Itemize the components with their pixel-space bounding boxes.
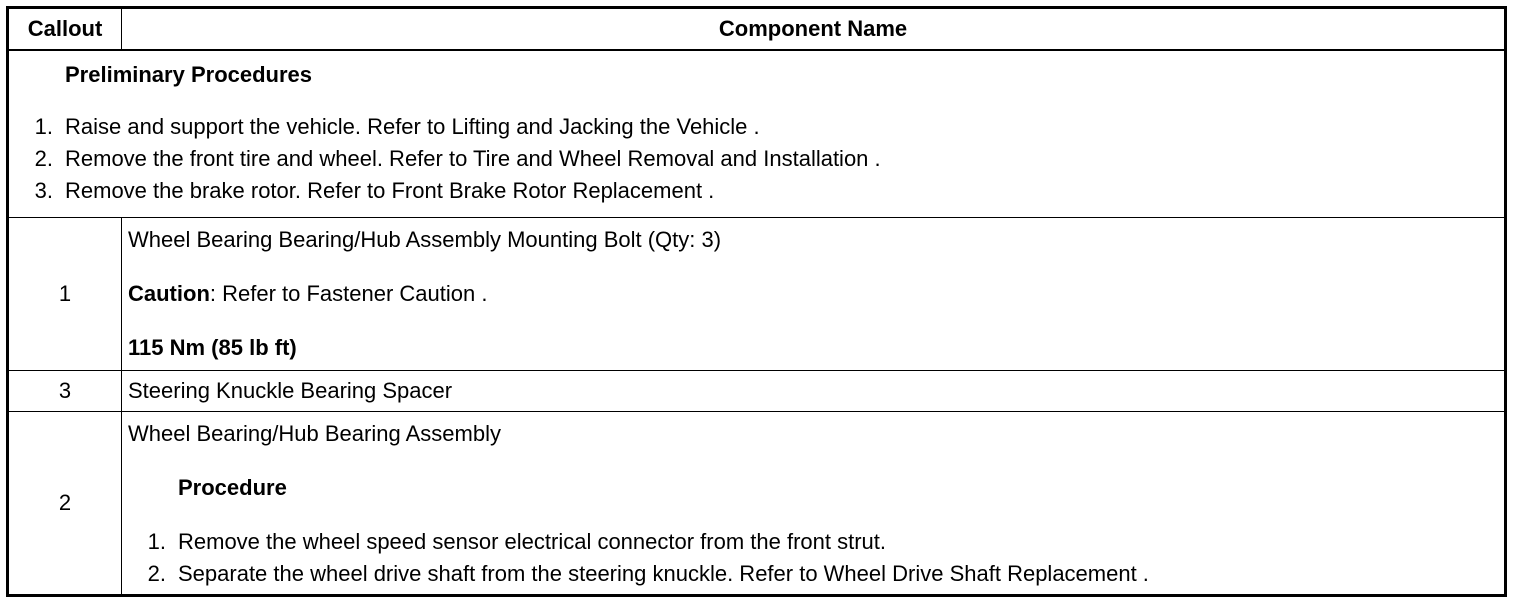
list-item [9,111,1504,143]
procedure-steps-list [128,526,1498,590]
step-text: Raise and support the vehicle. Refer to Lifting and Jacking the Vehicle . [65,114,760,139]
list-item [9,143,1504,175]
procedure-heading: Procedure [178,475,287,500]
step-text: Remove the brake rotor. Refer to Front Brake Rotor Replacement . [65,178,715,203]
step-text: Remove the front tire and wheel. Refer to Tire and Wheel Removal and Installation . [65,146,881,171]
list-item [9,175,1504,207]
step-text: Remove the wheel speed sensor electrical connector from the front strut. [178,529,887,554]
component-cell [122,412,1506,596]
callout-cell: 3 [8,371,122,412]
caution-note [128,278,1498,310]
preliminary-row [8,50,1506,218]
step-number: 2. [147,561,166,586]
list-item [128,526,1498,558]
component-name: Wheel Bearing Bearing/Hub Assembly Mounting Bolt (Qty: 3) [128,227,722,252]
preliminary-steps-list [9,111,1504,207]
step-number: 1. [147,529,166,554]
list-item [128,558,1498,590]
table-row [8,371,1506,412]
table-row [8,218,1506,371]
component-cell [122,218,1506,371]
step-number: 3. [34,178,53,203]
component-cell [122,371,1506,412]
preliminary-procedures-cell [8,50,1506,218]
table-row [8,412,1506,596]
caution-label: Caution [128,281,210,306]
header-row [8,8,1506,51]
torque-spec: 115 Nm (85 lb ft) [128,335,297,360]
step-number: 2. [34,146,53,171]
component-name: Wheel Bearing/Hub Bearing Assembly [128,421,501,446]
component-table [6,6,1507,597]
callout-cell: 2 [8,412,122,596]
callout-header: Callout [8,8,122,51]
step-text: Separate the wheel drive shaft from the steering knuckle. Refer to Wheel Drive Shaft Replacement . [178,561,1149,586]
caution-text: : Refer to Fastener Caution . [209,281,488,306]
callout-cell: 1 [8,218,122,371]
step-number: 1. [34,114,53,139]
preliminary-procedures-heading: Preliminary Procedures [65,62,313,87]
component-name: Steering Knuckle Bearing Spacer [128,378,453,403]
component-name-header: Component Name [122,8,1506,51]
